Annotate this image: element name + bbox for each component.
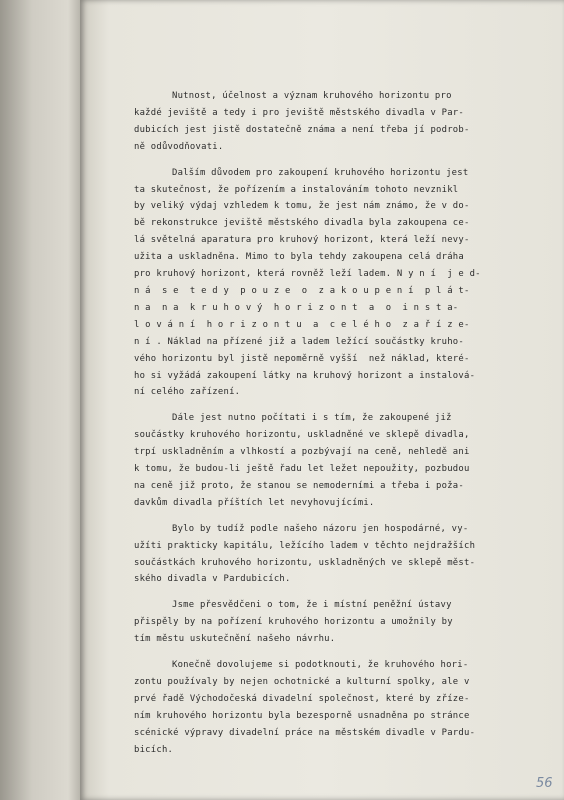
text-line: n a n a k r u h o v ý h o r i z o n t a o i n s t a- <box>134 302 459 313</box>
text-line: Konečně dovolujeme si podotknouti, že kruhového hori- <box>172 660 469 671</box>
text-line: dubicích jest jistě dostatečně známa a není třeba jí podrob- <box>134 124 470 135</box>
text-line: scénické výpravy divadelní práce na městském divadle v Pardu- <box>134 727 476 738</box>
text-line: Dalším důvodem pro zakoupení kruhového horizontu jest <box>172 167 469 178</box>
paragraph <box>134 88 530 156</box>
document-body <box>134 88 530 768</box>
text-line: k tomu, že budou-li ještě řadu let ležet nepoužity, pozbudou <box>134 464 470 475</box>
text-line: užita a uskladněna. Mimo to byla tehdy zakoupena celá dráha <box>134 252 464 263</box>
text-line: lá světelná aparatura pro kruhový horizont, která leží nevy- <box>134 235 470 246</box>
paragraph <box>134 657 530 758</box>
text-line: prvé řadě Východočeská divadelní společnost, které by zříze- <box>134 693 470 704</box>
text-line: trpí uskladněním a vlhkostí a pozbývají na ceně, nehledě ani <box>134 447 470 458</box>
text-line: Dále jest nutno počítati i s tím, že zakoupené již <box>172 413 452 424</box>
paragraph <box>134 165 530 402</box>
text-line: pro kruhový horizont, která rovněž leží ladem. N y n í j e d- <box>134 269 481 280</box>
page-number: 56 <box>536 776 553 791</box>
text-line: l o v á n í h o r i z o n t u a c e l é h o z a ř í z e- <box>134 319 470 330</box>
previous-page-edge <box>0 0 80 800</box>
text-line: ní celého zařízení. <box>134 387 241 398</box>
text-line: Nutnost, účelnost a význam kruhového horizontu pro <box>172 91 452 101</box>
text-line: každé jeviště a tedy i pro jeviště městského divadla v Par- <box>134 107 464 118</box>
text-line: přispěly by na pořízení kruhového horizontu a umožnily by <box>134 617 453 628</box>
text-line: bě rekonstrukce jeviště městského divadla byla zakoupena ce- <box>134 218 470 229</box>
text-line: zontu používaly by nejen ochotnické a kulturní spolky, ale v <box>134 677 470 687</box>
paragraph <box>134 597 530 648</box>
text-line: tím městu uskutečnění našeho návrhu. <box>134 634 336 645</box>
text-line: n á s e t e d y p o u z e o z a k o u p e n í p l á t- <box>134 285 470 296</box>
paragraph <box>134 521 530 589</box>
text-line: ta skutečnost, že pořízením a instalováním tohoto nevznikl <box>134 184 459 195</box>
text-line: n í . Náklad na přízené již a ladem ležící součástky kruho- <box>134 336 464 347</box>
text-line: ně odůvodňovati. <box>134 141 224 152</box>
text-line: vého horizontu byl jistě nepoměrně vyšší než náklad, které- <box>134 353 470 364</box>
text-line: užíti prakticky kapitálu, ležícího ladem v těchto nejdražších <box>134 540 476 551</box>
text-line: Bylo by tudíž podle našeho názoru jen hospodárné, vy- <box>172 523 469 534</box>
text-line: bicích. <box>134 744 174 755</box>
text-line: ho si vyžádá zakoupení látky na kruhový horizont a instalová- <box>134 370 476 381</box>
text-line: Jsme přesvědčeni o tom, že i místní peněžní ústavy <box>172 600 452 611</box>
text-line: součástky kruhového horizontu, uskladněné ve sklepě divadla, <box>134 430 470 441</box>
text-line: ním kruhového horizontu byla bezesporně usnadněna po stránce <box>134 710 470 721</box>
text-line: by veliký výdaj vzhledem k tomu, že jest nám známo, že v do- <box>134 201 470 212</box>
text-line: na ceně již proto, že stanou se nemoderními a třeba i poža- <box>134 480 464 491</box>
text-line: součástkách kruhového horizontu, uskladněných ve sklepě měst- <box>134 557 476 568</box>
paragraph <box>134 410 530 511</box>
text-line: davkům divadla příštích let nevyhovujícími. <box>134 497 375 508</box>
text-line: ského divadla v Pardubicích. <box>134 574 291 585</box>
document-page <box>80 0 564 800</box>
